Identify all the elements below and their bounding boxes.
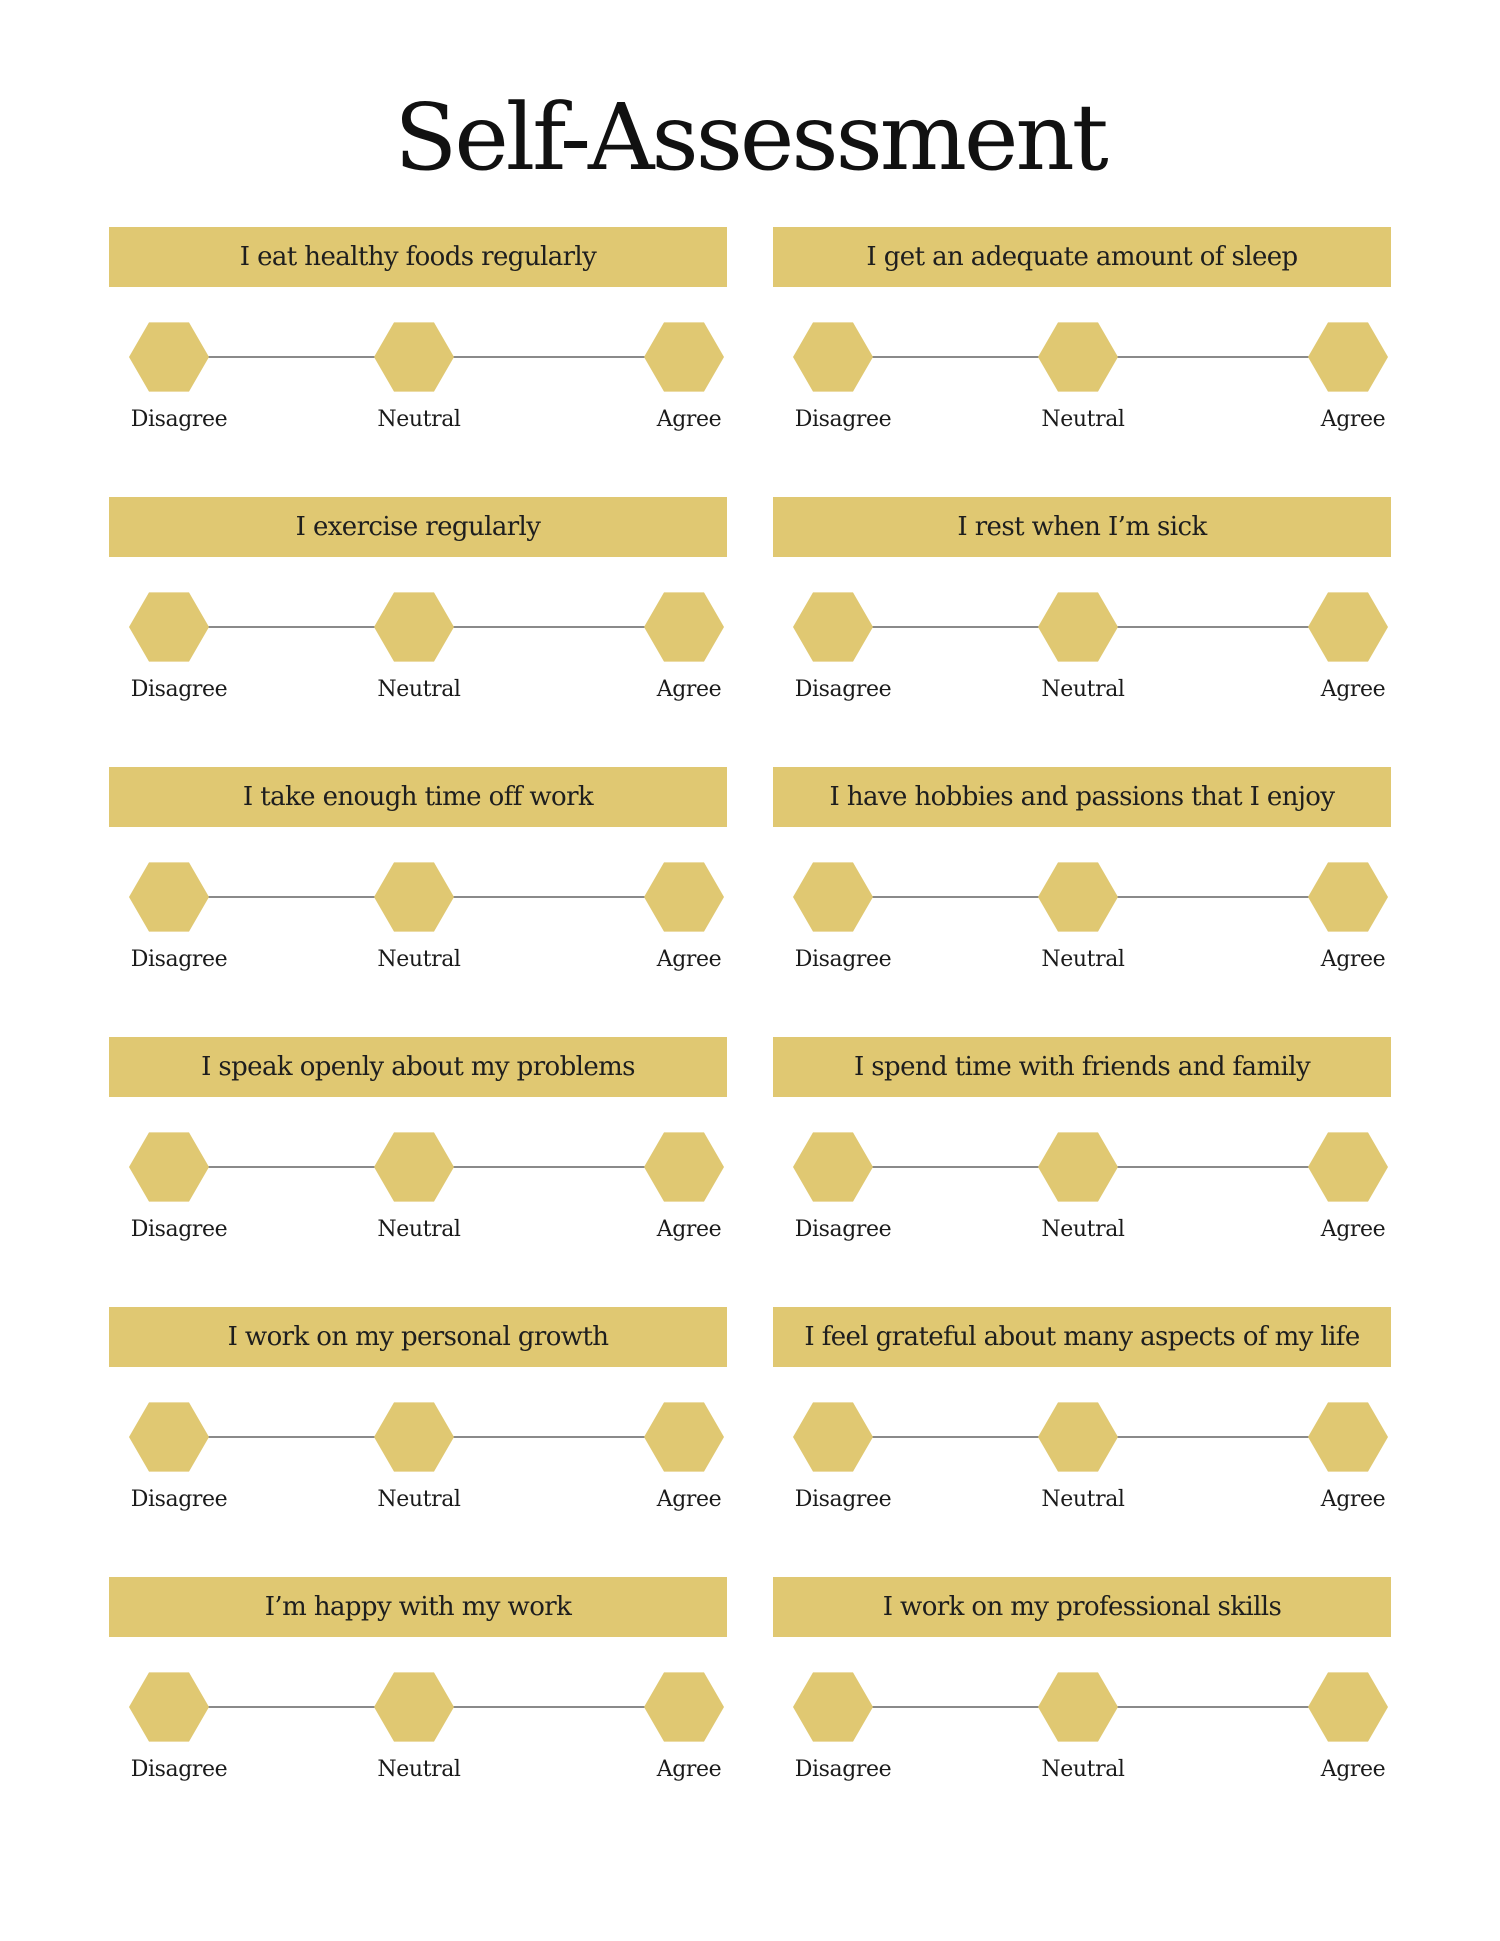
disagree-label: Disagree [794,1217,892,1242]
agree-option-hexagon[interactable] [1308,1132,1388,1201]
scale-graphic [109,861,727,935]
agree-option-hexagon[interactable] [1308,592,1388,661]
rating-scale [109,1131,727,1205]
statement-text: I work on my professional skills [882,1592,1282,1622]
statement-text: I have hobbies and passions that I enjoy [829,782,1335,812]
assessment-item [109,1307,727,1577]
agree-label: Agree [1320,1757,1386,1782]
statement-text: I feel grateful about many aspects of my life [804,1322,1360,1352]
scale-graphic [773,1671,1391,1745]
disagree-label: Disagree [794,1757,892,1782]
agree-option-hexagon[interactable] [644,322,724,391]
neutral-option-hexagon[interactable] [1038,322,1118,391]
agree-label: Agree [1320,1487,1386,1512]
statement-banner [773,497,1391,557]
statement-banner [773,767,1391,827]
disagree-option-hexagon[interactable] [129,862,209,931]
disagree-option-hexagon[interactable] [793,862,873,931]
assessment-grid [109,227,1391,1847]
disagree-option-hexagon[interactable] [129,1402,209,1471]
rating-scale [773,861,1391,935]
agree-option-hexagon[interactable] [644,1132,724,1201]
statement-text: I speak openly about my problems [201,1052,635,1082]
neutral-option-hexagon[interactable] [374,1672,454,1741]
disagree-label: Disagree [794,677,892,702]
neutral-label: Neutral [377,947,461,972]
neutral-option-hexagon[interactable] [1038,1132,1118,1201]
agree-label: Agree [656,1487,722,1512]
scale-graphic [773,321,1391,395]
scale-labels [109,1487,727,1517]
rating-scale [109,861,727,935]
neutral-option-hexagon[interactable] [1038,592,1118,661]
scale-graphic [109,591,727,665]
rating-scale [109,321,727,395]
assessment-item [109,227,727,497]
disagree-option-hexagon[interactable] [793,1402,873,1471]
disagree-label: Disagree [130,947,228,972]
neutral-option-hexagon[interactable] [374,1132,454,1201]
assessment-item [773,767,1391,1037]
rating-scale [773,1131,1391,1205]
rating-scale [773,1401,1391,1475]
neutral-label: Neutral [1041,407,1125,432]
neutral-option-hexagon[interactable] [374,862,454,931]
disagree-label: Disagree [130,677,228,702]
neutral-label: Neutral [377,677,461,702]
scale-graphic [773,1131,1391,1205]
assessment-item [773,1307,1391,1577]
scale-graphic [109,1131,727,1205]
scale-graphic [109,1671,727,1745]
disagree-option-hexagon[interactable] [793,1672,873,1741]
scale-graphic [773,591,1391,665]
scale-graphic [773,861,1391,935]
assessment-item [773,1577,1391,1847]
scale-labels [109,1217,727,1247]
neutral-option-hexagon[interactable] [1038,1672,1118,1741]
agree-option-hexagon[interactable] [1308,322,1388,391]
assessment-item [773,1037,1391,1307]
neutral-label: Neutral [377,407,461,432]
scale-labels [109,407,727,437]
disagree-label: Disagree [794,1487,892,1512]
scale-labels [109,1757,727,1787]
scale-graphic [109,1401,727,1475]
disagree-label: Disagree [130,1217,228,1242]
assessment-item [773,227,1391,497]
agree-label: Agree [656,1217,722,1242]
rating-scale [773,321,1391,395]
disagree-option-hexagon[interactable] [793,1132,873,1201]
scale-labels [773,1757,1391,1787]
disagree-option-hexagon[interactable] [129,1132,209,1201]
disagree-label: Disagree [130,407,228,432]
statement-banner [773,227,1391,287]
agree-label: Agree [1320,677,1386,702]
neutral-option-hexagon[interactable] [1038,1402,1118,1471]
statement-text: I spend time with friends and family [853,1052,1311,1082]
scale-graphic [109,321,727,395]
agree-label: Agree [1320,1217,1386,1242]
assessment-item [773,497,1391,767]
disagree-option-hexagon[interactable] [793,592,873,661]
page-title: Self-Assessment [394,84,1106,191]
statement-text: I rest when I’m sick [957,512,1207,542]
agree-option-hexagon[interactable] [644,1672,724,1741]
statement-banner [109,227,727,287]
scale-labels [773,407,1391,437]
statement-banner [109,497,727,557]
rating-scale [773,591,1391,665]
neutral-label: Neutral [377,1757,461,1782]
agree-label: Agree [1320,407,1386,432]
statement-banner [109,767,727,827]
scale-graphic [773,1401,1391,1475]
disagree-label: Disagree [794,407,892,432]
statement-text: I work on my personal growth [227,1322,609,1352]
statement-text: I take enough time off work [242,782,594,812]
agree-label: Agree [1320,947,1386,972]
statement-banner [109,1037,727,1097]
assessment-item [109,497,727,767]
agree-option-hexagon[interactable] [1308,1672,1388,1741]
scale-labels [773,1487,1391,1517]
rating-scale [773,1671,1391,1745]
agree-option-hexagon[interactable] [644,862,724,931]
disagree-option-hexagon[interactable] [129,1672,209,1741]
neutral-option-hexagon[interactable] [374,592,454,661]
statement-text: I eat healthy foods regularly [239,242,597,272]
disagree-option-hexagon[interactable] [793,322,873,391]
neutral-option-hexagon[interactable] [374,1402,454,1471]
neutral-label: Neutral [1041,1217,1125,1242]
disagree-label: Disagree [794,947,892,972]
agree-option-hexagon[interactable] [644,1402,724,1471]
rating-scale [109,1671,727,1745]
agree-label: Agree [656,947,722,972]
scale-labels [109,677,727,707]
agree-label: Agree [656,1757,722,1782]
disagree-label: Disagree [130,1487,228,1512]
statement-banner [773,1577,1391,1637]
agree-label: Agree [656,407,722,432]
statement-banner [109,1307,727,1367]
assessment-item [109,1577,727,1847]
statement-banner [109,1577,727,1637]
neutral-option-hexagon[interactable] [1038,862,1118,931]
scale-labels [773,677,1391,707]
neutral-label: Neutral [1041,677,1125,702]
agree-option-hexagon[interactable] [644,592,724,661]
scale-labels [773,1217,1391,1247]
rating-scale [109,1401,727,1475]
statement-banner [773,1037,1391,1097]
rating-scale [109,591,727,665]
agree-label: Agree [656,677,722,702]
scale-labels [109,947,727,977]
statement-text: I’m happy with my work [264,1592,572,1622]
disagree-option-hexagon[interactable] [129,592,209,661]
neutral-option-hexagon[interactable] [374,322,454,391]
neutral-label: Neutral [377,1487,461,1512]
statement-banner [773,1307,1391,1367]
statement-text: I get an adequate amount of sleep [866,242,1298,272]
assessment-item [109,1037,727,1307]
disagree-option-hexagon[interactable] [129,322,209,391]
neutral-label: Neutral [1041,1757,1125,1782]
disagree-label: Disagree [130,1757,228,1782]
neutral-label: Neutral [1041,947,1125,972]
assessment-item [109,767,727,1037]
agree-option-hexagon[interactable] [1308,1402,1388,1471]
statement-text: I exercise regularly [295,512,541,542]
agree-option-hexagon[interactable] [1308,862,1388,931]
neutral-label: Neutral [1041,1487,1125,1512]
neutral-label: Neutral [377,1217,461,1242]
scale-labels [773,947,1391,977]
